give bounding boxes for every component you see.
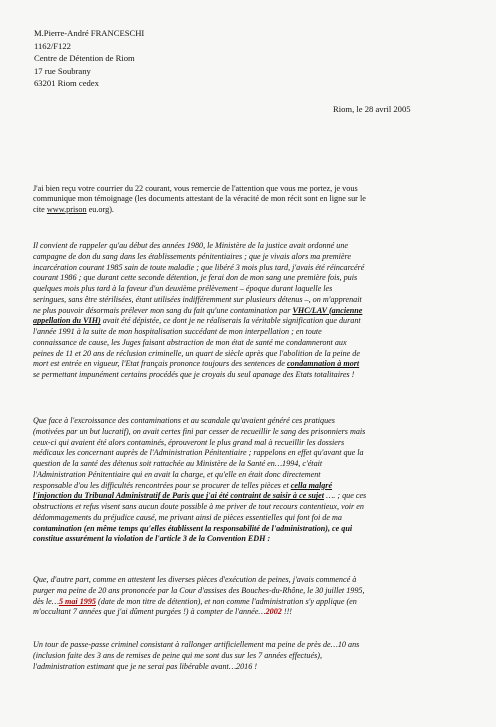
text-line: (motivées par un but lucratif), on avait certes fini par cesser de recueillir le sang des prisonniers mais (33, 426, 366, 436)
text-line: Il convient de rappeler qu'au début des années 1980, le Ministère de la justice avait ordonné une (33, 241, 349, 250)
highlight-text (33, 491, 324, 500)
text-line (33, 481, 457, 492)
text-line: médicaux les concernant auprès de l'Administration Pénitentiaire ; rappelons en effet qu'avant que la (33, 448, 364, 458)
text-line (33, 524, 457, 535)
text-line (33, 306, 457, 317)
underlined-text: l'injonction du Tribunal Administratif de Paris que j'ai été contraint de saisir à ce sujet (33, 491, 325, 501)
highlight-date: 5 mai 1995 (58, 596, 96, 606)
text-line: l'administration estimant que je ne serai pas libérable avant…2016 ! (33, 661, 258, 671)
text-line: incarcération courant 1985 sain de toute maladie ; que libéré 3 mois plus tard, j'avais été réincarcéré (33, 262, 365, 272)
sender-name: M.Pierre-André FRANCESCHI (34, 28, 145, 38)
underlined-text: condamnation à mort (286, 359, 360, 369)
text-segment: m'occultant 7 années que j'ai dûment purgées !) à compter de l'année… (33, 607, 266, 617)
text-line: campagne de don du sang dans les établissements pénitentiaires ; que je vivais alors ma première (33, 251, 351, 261)
text-line: J'ai bien reçu votre courrier du 22 courant, vous remercie de l'attention que vous me portez, je vous (33, 184, 358, 193)
underlined-text: cella malgré (290, 480, 333, 490)
highlight-year: 2002 (265, 607, 282, 617)
text-line: Un tour de passe-passe criminel consistant à rallonger artificiellement ma peine de près de…10 ans (33, 640, 360, 649)
highlight-text (291, 481, 332, 490)
text-line: l'année 1991 à la suite de mon hospitalisation succédant de mon interpellation ; en toute (33, 327, 322, 336)
text-line: connaissance de cause, les Juges faisant abstraction de mon état de santé me condamneront aux (33, 337, 347, 347)
text-segment: ne plus pouvoir désormais prélever mon sang du fait qu'une contamination par (33, 305, 293, 315)
text-line (33, 597, 457, 608)
sender-number: 1162/F122 (34, 40, 71, 51)
text-line: quelques mois plus tard à la faveur d'un deuxième prélèvement – époque durant laquelle les (33, 284, 333, 293)
sender-institution: Centre de Détention de Riom (34, 53, 135, 64)
sender-street: 17 rue Soubrany (34, 65, 91, 76)
text-line: (inclusion faite des 3 ans de remises de peine qui me sont dus sur les 7 années effectués), (33, 650, 322, 660)
highlight-text: constitue assurément la violation de l'article 3 de la Convention EDH : (33, 534, 271, 544)
text-line: question de la santé des détenus soit rattachée au Ministère de la Santé en…1994, c'était (33, 459, 323, 468)
highlight-text (33, 316, 101, 325)
highlight-text (287, 359, 359, 368)
text-segment: …. ; que ces (324, 491, 367, 501)
text-line: ceux-ci qui avaient été alors contaminés, éprouveront le plus grand mal à recueillir les dossiers (33, 437, 345, 447)
underlined-text: VHC/LAV (ancienne (292, 305, 363, 315)
text-segment: avait été dépistée, ce dont je ne réaliserais la véritable signification que durant (100, 316, 361, 326)
text-line: courant 1986 ; que durant cette seconde détention, je ferai don de mon sang une première fois, puis (33, 273, 358, 283)
body-paragraph-4 (33, 640, 457, 672)
underlined-text: appellation du VIH) (33, 316, 101, 326)
text-segment: cite (33, 204, 47, 214)
text-line (33, 359, 457, 370)
text-line (33, 316, 457, 327)
text-segment: dès le… (33, 596, 59, 606)
text-line (33, 205, 457, 215)
text-line (33, 491, 457, 502)
sender-address-block (34, 27, 144, 90)
text-line: obstructions et refus visent sans aucun doute possible à me priver de tout recours contentieux, voir en (33, 502, 364, 511)
text-line: peines de 11 et 20 ans de réclusion criminelle, un quart de siècle après que l'abolition de la peine de (33, 348, 360, 358)
text-segment: !!! (281, 607, 292, 617)
text-line: purger ma peine de 20 ans prononcée par la Cour d'assises des Bouches-du-Rhône, le 30 juillet 1995, (33, 585, 365, 595)
highlight-text: contamination (en même temps qu'elles établissent la responsabilité de l'administration), ce qui (33, 523, 353, 533)
text-segment: mort est entrée en vigueur, l'Etat français prononce toujours des sentences de (33, 359, 287, 369)
intro-paragraph (33, 184, 457, 215)
text-line: dédommagements du préjudice causé, me privant ainsi de pièces essentielles qui font foi de ma (33, 512, 342, 522)
letter-date: Riom, le 28 avril 2005 (333, 104, 411, 114)
text-segment: (date de mon titre de détention), et non comme l'administration s'y applique (en (95, 596, 357, 606)
text-line: communique mon témoignage (les documents attestant de la véracité de mon récit sont en ligne sur le (33, 194, 366, 204)
text-line (33, 534, 457, 545)
text-segment: responsable d'ou les difficultés rencontrées pour se procurer de telles pièces et (33, 480, 291, 490)
text-line: se permettant impunément certains procédés que je croyais du seul apanage des Etats totalitaires ! (33, 370, 355, 379)
body-paragraph-1 (33, 241, 457, 381)
text-line: Que, d'autre part, comme en attestent les diverses pièces d'exécution de peines, j'avais commencé à (33, 575, 357, 584)
text-segment: eu.org). (86, 204, 114, 214)
text-line: l'Administration Pénitentiaire qui en avait la charge, et qu'elle en était donc directement (33, 469, 321, 479)
text-line: Que face à l'excroissance des contaminations et au scandale qu'avaient généré ces pratiques (33, 416, 335, 425)
text-line (33, 607, 457, 618)
sender-city: 63201 Riom cedex (34, 78, 99, 89)
body-paragraph-3 (33, 575, 457, 618)
body-paragraph-2 (33, 416, 457, 545)
website-link[interactable]: www.prison (46, 204, 87, 214)
highlight-text (292, 306, 362, 315)
text-line: seringues, sans être stérilisées, étant utilisées indifféremment sur plusieurs détenus –, on m'apprenait (33, 294, 362, 304)
